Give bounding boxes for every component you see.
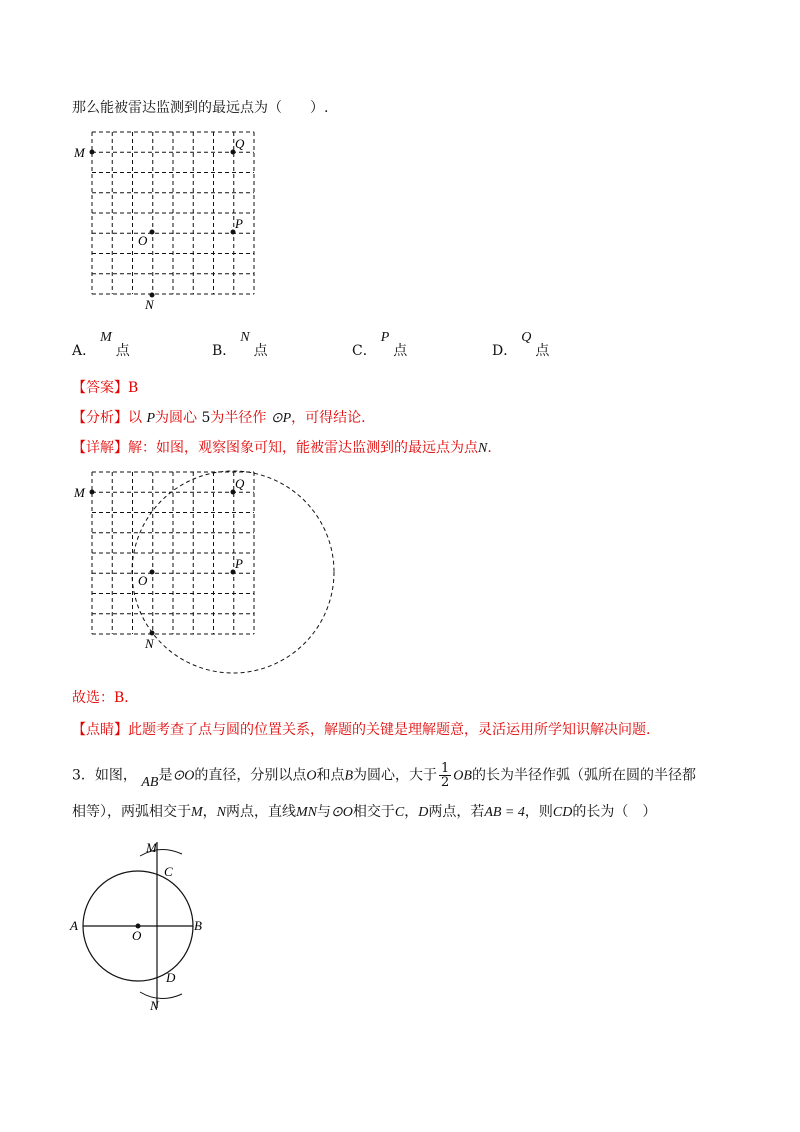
label-N: N — [145, 297, 154, 312]
point-M — [90, 150, 95, 155]
label-O: O — [138, 573, 148, 588]
q3-line-2: 相等），两弧相交于M，N两点，直线MN与⊙O相交于C，D两点，若AB = 4，则CD的长为（ ） — [72, 804, 657, 820]
point-M — [90, 490, 95, 495]
point-N — [150, 631, 155, 636]
label-M: M — [74, 145, 85, 160]
option-c: C．P点 — [352, 330, 408, 359]
point-O — [150, 570, 155, 575]
choose-line: 故选：B． — [72, 690, 139, 706]
label-C: C — [164, 864, 173, 879]
q3-line-1: 3．如图， AB是⊙O的直径，分别以点O和点B为圆心，大于 $\frac{1}{2}$ OB的长为半径作弧（弧所在圆的半径都 — [72, 761, 696, 790]
label-B: B — [194, 918, 202, 933]
label-P: P — [235, 216, 243, 231]
comment-line: 【点睛】此题考查了点与圆的位置关系，解题的关键是理解题意，灵活运用所学知识解决问题. — [72, 722, 651, 738]
label-N: N — [145, 636, 154, 651]
label-N: N — [150, 998, 159, 1013]
circle-figure — [70, 840, 220, 1020]
grid-figure-2 — [74, 468, 360, 678]
option-d: D．Q点 — [492, 330, 550, 359]
label-O: O — [132, 928, 142, 943]
detail-line: 【详解】解：如图，观察图象可知，能被雷达监测到的最远点为点N. — [72, 440, 492, 456]
answer-value: B — [128, 380, 139, 396]
arc-bottom — [140, 992, 182, 999]
q2-stem: 那么能被雷达监测到的最远点为（ ）. — [72, 100, 329, 116]
label-M: M — [74, 485, 85, 500]
point-O — [150, 230, 155, 235]
label-A: A — [70, 918, 78, 933]
option-b: B．N点 — [212, 330, 268, 359]
answer-tag: 【答案】 — [72, 380, 128, 396]
grid-figure-1 — [74, 128, 280, 318]
label-M: M — [146, 840, 157, 855]
label-D: D — [166, 970, 176, 985]
label-O: O — [138, 233, 148, 248]
label-Q: Q — [235, 476, 245, 491]
analysis-line: 【分析】以 P为圆心 5为半径作 ⊙P，可得结论. — [72, 410, 366, 426]
option-a: A．M点 — [72, 330, 130, 359]
answer-line — [72, 378, 138, 398]
label-P: P — [235, 556, 243, 571]
label-Q: Q — [235, 136, 245, 151]
